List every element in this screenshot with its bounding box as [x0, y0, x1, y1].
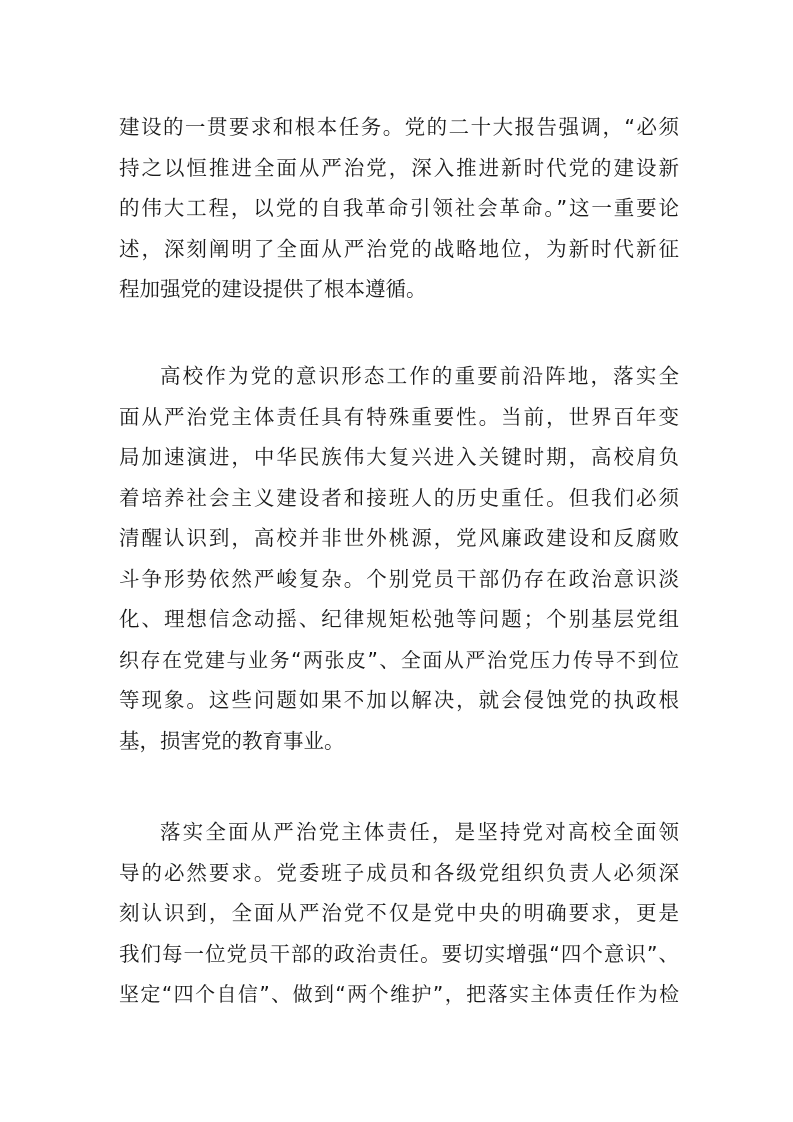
paragraph-line: 等现象。这些问题如果不加以解决，就会侵蚀党的执政根 — [119, 688, 679, 712]
paragraph-2 — [119, 356, 679, 761]
paragraph-line: 建设的一贯要求和根本任务。党的二十大报告强调，“必须 — [119, 115, 679, 139]
paragraph-line: 清醒认识到，高校并非世外桃源，党风廉政建设和反腐败 — [119, 526, 679, 550]
paragraph-1 — [119, 107, 679, 310]
paragraph-line: 化、理想信念动摇、纪律规矩松弛等问题；个别基层党组 — [119, 607, 679, 631]
paragraph-line: 着培养社会主义建设者和接班人的历史重任。但我们必须 — [119, 485, 679, 510]
paragraph-line: 落实全面从严治党主体责任，是坚持党对高校全面领 — [160, 820, 679, 844]
paragraph-line: 我们每一位党员干部的政治责任。要切实增强“四个意识”、 — [119, 941, 679, 966]
paragraph-line: 高校作为党的意识形态工作的重要前沿阵地，落实全 — [160, 364, 679, 388]
paragraph-line: 面从严治党主体责任具有特殊重要性。当前，世界百年变 — [119, 404, 679, 429]
paragraph-line: 基，损害党的教育事业。 — [119, 728, 345, 753]
paragraph-line: 织存在党建与业务“两张皮”、全面从严治党压力传导不到位 — [119, 647, 679, 672]
paragraph-line: 程加强党的建设提供了根本遵循。 — [119, 277, 427, 301]
paragraph-line: 述，深刻阐明了全面从严治党的战略地位，为新时代新征 — [119, 236, 679, 261]
paragraph-line: 刻认识到，全面从严治党不仅是党中央的明确要求，更是 — [119, 901, 679, 925]
paragraph-line: 的伟大工程，以党的自我革命引领社会革命。”这一重要论 — [119, 196, 679, 220]
paragraph-3 — [119, 812, 679, 1015]
paragraph-line: 导的必然要求。党委班子成员和各级党组织负责人必须深 — [119, 860, 679, 885]
paragraph-line: 斗争形势依然严峻复杂。个别党员干部仍存在政治意识淡 — [119, 566, 679, 591]
paragraph-line: 坚定“四个自信”、做到“两个维护”，把落实主体责任作为检 — [119, 982, 679, 1006]
paragraph-line: 局加速演进，中华民族伟大复兴进入关键时期，高校肩负 — [119, 445, 679, 469]
paragraph-line: 持之以恒推进全面从严治党，深入推进新时代党的建设新 — [119, 155, 679, 180]
